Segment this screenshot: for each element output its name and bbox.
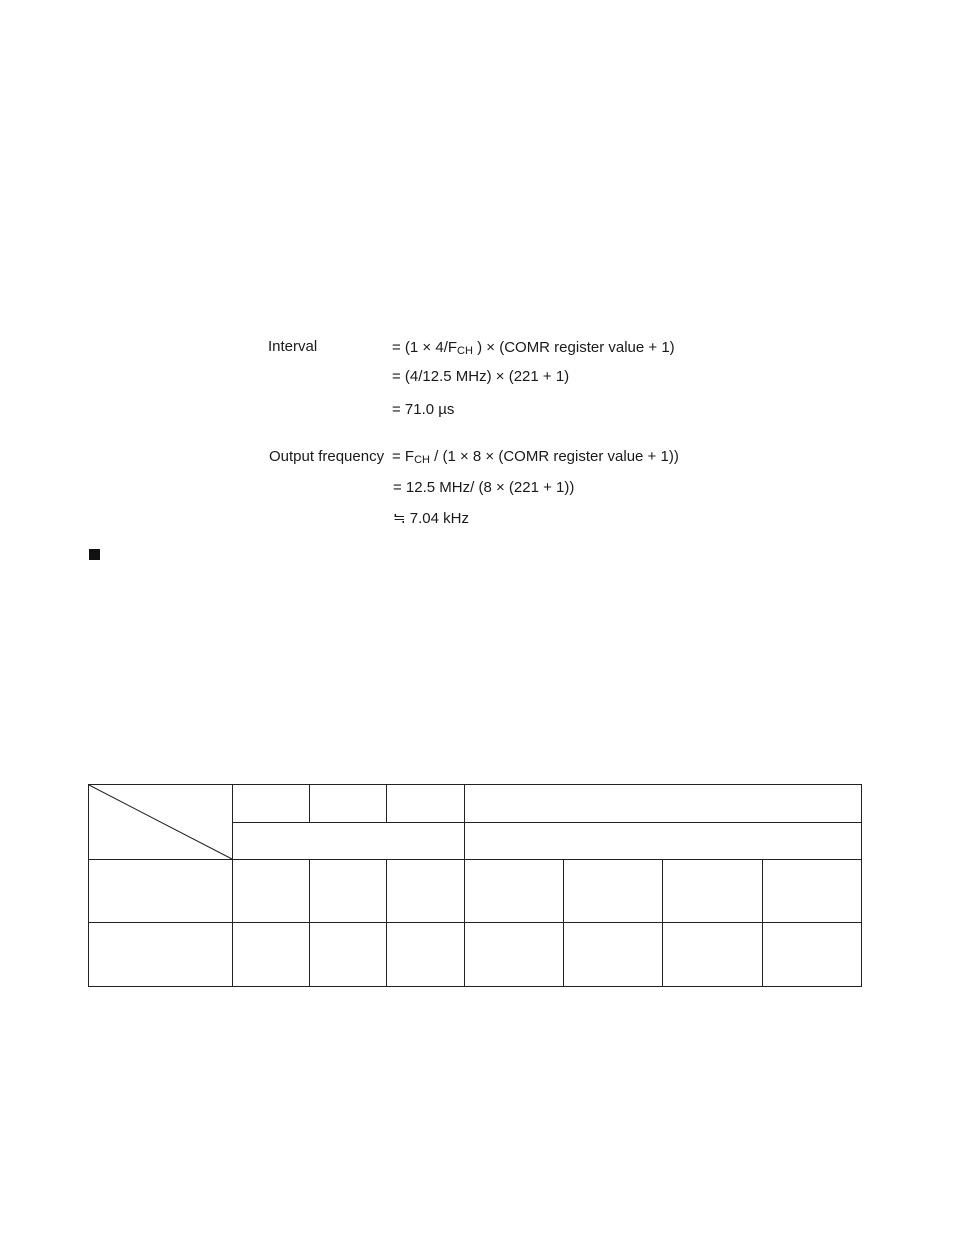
table-column-divider bbox=[386, 859, 387, 987]
table-column-divider bbox=[662, 859, 663, 987]
interval-formula-part-2: ) × (COMR register value + 1) bbox=[472, 339, 675, 356]
table-column-divider bbox=[309, 859, 310, 987]
table-header-divider bbox=[232, 822, 862, 823]
table-corner-diagonal bbox=[88, 784, 233, 860]
fch-subscript: CH bbox=[457, 345, 473, 357]
interval-formula-line-1 bbox=[392, 339, 675, 360]
output-frequency-formula-line-1 bbox=[392, 448, 679, 469]
output-frequency-part-1: = F bbox=[392, 448, 415, 465]
table-column-divider bbox=[762, 859, 763, 987]
table-column-divider bbox=[386, 784, 387, 822]
interval-label: Interval bbox=[268, 338, 318, 355]
table-column-divider bbox=[563, 859, 564, 987]
interval-formula-part-1: = (1 × 4/F bbox=[392, 339, 458, 356]
section-bullet-icon bbox=[89, 549, 100, 560]
interval-result: = 71.0 µs bbox=[392, 401, 455, 418]
table-column-divider bbox=[464, 784, 465, 987]
table-column-divider bbox=[309, 784, 310, 822]
output-frequency-result: ≒ 7.04 kHz bbox=[393, 510, 469, 527]
table-border-bottom bbox=[88, 986, 862, 987]
interval-formula-line-2: = (4/12.5 MHz) × (221 + 1) bbox=[392, 368, 570, 385]
register-table bbox=[88, 784, 862, 987]
output-frequency-part-2: / (1 × 8 × (COMR register value + 1)) bbox=[429, 448, 679, 465]
fch-subscript: CH bbox=[414, 454, 430, 466]
output-frequency-label: Output frequency bbox=[269, 448, 385, 465]
table-row-divider bbox=[88, 922, 862, 923]
output-frequency-formula-line-2: = 12.5 MHz/ (8 × (221 + 1)) bbox=[393, 479, 575, 496]
table-border-right bbox=[861, 784, 862, 987]
